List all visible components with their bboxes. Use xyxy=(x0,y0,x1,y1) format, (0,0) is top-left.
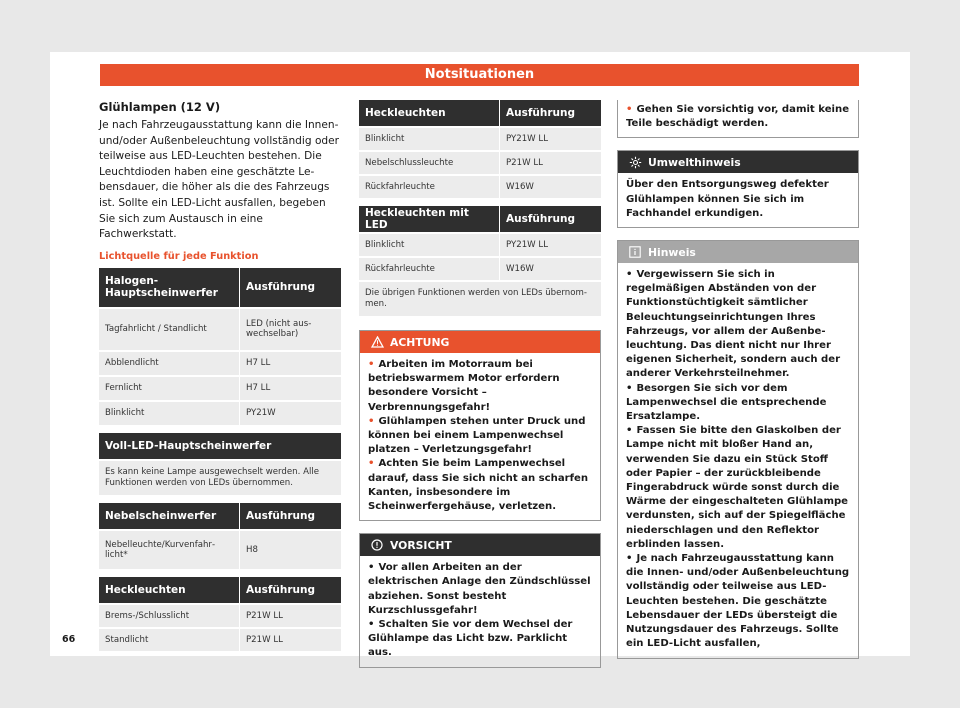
cell: Fernlicht xyxy=(99,377,240,400)
table-header xyxy=(99,268,341,307)
vorsicht-body xyxy=(360,556,600,666)
table-note: Die übrigen Funktionen werden von LEDs übernommen. xyxy=(359,280,601,316)
cell: H7 LL xyxy=(246,358,271,369)
table-row xyxy=(99,400,341,425)
hinweis-title: Hinweis xyxy=(648,245,696,259)
subheading: Lichtquelle für jede Funktion xyxy=(99,250,259,262)
header-cell: Ausführung xyxy=(506,213,576,225)
list-item: • Achten Sie beim Lampenwechsel darauf, dass Sie sich nicht an scharfen Kanten, insbesondere im Scheinwerfergehäuse, verletzen. xyxy=(368,458,589,513)
cell: W16W xyxy=(506,264,534,274)
cell: P21W LL xyxy=(246,634,283,645)
cell: Blinklicht xyxy=(359,234,500,256)
table-header xyxy=(359,100,601,126)
warning-triangle-icon xyxy=(370,335,384,349)
cell: Tagfahrlicht / Standlicht xyxy=(99,309,240,350)
cell: PY21W LL xyxy=(506,240,548,250)
hinweis-header xyxy=(618,241,858,263)
page-number: 66 xyxy=(62,634,76,645)
header-cell: Heckleuchten xyxy=(359,100,500,126)
achtung-body xyxy=(360,353,600,520)
cell: LED (nicht auswechselbar) xyxy=(246,319,312,340)
cell: Nebelschlussleuchte xyxy=(359,152,500,174)
header-cell: Nebelscheinwerfer xyxy=(99,503,240,529)
table-row xyxy=(359,126,601,150)
cell: Standlicht xyxy=(99,629,240,651)
vorsicht-header xyxy=(360,534,600,556)
achtung-header xyxy=(360,331,600,353)
table-row xyxy=(359,232,601,256)
table-row xyxy=(99,307,341,350)
table-full-led xyxy=(99,433,341,495)
table-header: Voll-LED-Hauptscheinwerfer xyxy=(99,433,341,459)
list-item: • Schalten Sie vor dem Wechsel der Glühlampe das Licht bzw. Parklicht aus. xyxy=(368,619,573,659)
list-item: • Je nach Fahrzeugausstattung kann die Innen- und/oder Außenbeleuchtung vollständig oder teilweise aus LED-Leuchten bestehen. Die geschätzte Lebensdauer der LEDs übersteigt die Nutzungsdauer des Fahrzeugs. Sollte ein LED-Licht ausfallen, xyxy=(626,553,850,650)
table-row: Es kann keine Lampe ausgewechselt werden. Alle Funktionen werden von LEDs übernommen. xyxy=(99,459,341,495)
list-item: • Vergewissern Sie sich in regelmäßigen Abständen von der Funktionstüchtigkeit sämtlicher Beleuchtungseinrichtungen Ihres Fahrzeugs, vor allem der Außenbeleuchtung. Das dient nicht nur Ihrer eigenen Sicherheit, sondern auch der anderer Verkehrsteilnehmer. xyxy=(626,269,841,380)
column-left xyxy=(99,100,341,659)
header-cell: Heckleuchten mit LED xyxy=(359,206,500,232)
list-item: • Arbeiten im Motorraum bei betriebswarmem Motor erfordern besondere Vorsicht – Verbrennungsgefahr! xyxy=(368,359,560,413)
section-banner: Notsituationen xyxy=(100,64,859,86)
table-rear-2 xyxy=(359,100,601,198)
info-circle-icon xyxy=(370,538,384,552)
umwelt-box xyxy=(617,150,859,228)
cell: PY21W LL xyxy=(506,134,548,144)
table-header xyxy=(99,577,341,603)
cell: Blinklicht xyxy=(359,128,500,150)
list-item: • Fassen Sie bitte den Glaskolben der Lampe nicht mit bloßer Hand an, verwenden Sie dazu ein Stück Stoff oder Papier – der zurückbleibende Fingerabdruck würde sonst durch die Wärme der eingeschalteten Glühlampe verdunsten, sich auf der Spiegelfläche niederschlagen und den Reflektor erblinden lassen. xyxy=(626,425,849,550)
achtung-continued xyxy=(617,100,859,138)
cell: Nebelleuchte/Kurvenfahrlicht* xyxy=(99,531,240,569)
umwelt-title: Umwelthinweis xyxy=(648,155,741,169)
intro-paragraph: Je nach Fahrzeugausstattung kann die Innen- und/oder Außenbeleuchtung vollständig oder teilweise aus LED-Leuchten bestehen. Die Leuchtdioden haben eine geschätzte Lebensdauer, die höher als die des Fahrzeugs ist. Sollte ein LED-Licht ausfallen, begeben Sie sich zum Austausch in eine Fachwerkstatt. xyxy=(99,119,340,241)
table-row xyxy=(99,603,341,627)
cell: H8 xyxy=(246,544,258,555)
vorsicht-box xyxy=(359,533,601,667)
achtung-box xyxy=(359,330,601,521)
achtung-title: ACHTUNG xyxy=(390,335,450,349)
table-rear-led xyxy=(359,206,601,316)
table-row xyxy=(99,375,341,400)
leaf-icon xyxy=(628,155,642,169)
table-row xyxy=(359,256,601,280)
cell: Blinklicht xyxy=(99,402,240,425)
umwelt-body: Über den Entsorgungsweg defekter Glühlampen können Sie sich im Fachhandel erkundigen. xyxy=(626,179,829,219)
cell: W16W xyxy=(506,182,534,192)
header-cell: Ausführung xyxy=(246,583,316,596)
table-header xyxy=(359,206,601,232)
list-item: • Gehen Sie vorsichtig vor, damit keine Teile beschädigt werden. xyxy=(626,104,850,130)
table-row xyxy=(99,627,341,651)
table-rear-1 xyxy=(99,577,341,651)
cell: P21W LL xyxy=(506,158,543,168)
header-cell: Ausführung xyxy=(506,107,576,119)
hinweis-body xyxy=(618,263,858,657)
achtung-continued-body xyxy=(618,100,858,137)
list-item: • Besorgen Sie sich vor dem Lampenwechsel die entsprechende Ersatzlampe. xyxy=(626,382,827,423)
cell: PY21W xyxy=(246,408,276,419)
table-fog xyxy=(99,503,341,569)
column-right xyxy=(617,100,859,667)
table-row xyxy=(359,150,601,174)
cell: P21W LL xyxy=(246,610,283,621)
hinweis-box xyxy=(617,240,859,658)
table-header xyxy=(99,503,341,529)
header-cell: Heckleuchten xyxy=(99,577,240,603)
vorsicht-title: VORSICHT xyxy=(390,538,452,552)
table-row xyxy=(99,350,341,375)
cell: Abblendlicht xyxy=(99,352,240,375)
header-cell: Halogen-Hauptscheinwerfer xyxy=(99,268,240,307)
list-item: • Glühlampen stehen unter Druck und können bei einem Lampenwechsel platzen – Verletzungsgefahr! xyxy=(368,415,586,456)
table-row xyxy=(99,529,341,569)
header-cell: Ausführung xyxy=(246,281,316,294)
header-cell: Ausführung xyxy=(246,509,316,522)
info-square-icon xyxy=(628,245,642,259)
cell: Rückfahrleuchte xyxy=(359,258,500,280)
section-heading: Glühlampen (12 V) xyxy=(99,100,221,114)
column-middle xyxy=(359,100,601,676)
cell: Brems-/Schlusslicht xyxy=(99,605,240,627)
table-row xyxy=(359,174,601,198)
cell: H7 LL xyxy=(246,383,271,394)
table-halogen xyxy=(99,268,341,425)
umwelt-header xyxy=(618,151,858,173)
list-item: • Vor allen Arbeiten an der elektrischen Anlage den Zündschlüssel abziehen. Sonst besteht Kurzschlussgefahr! xyxy=(368,562,591,616)
cell: Rückfahrleuchte xyxy=(359,176,500,198)
